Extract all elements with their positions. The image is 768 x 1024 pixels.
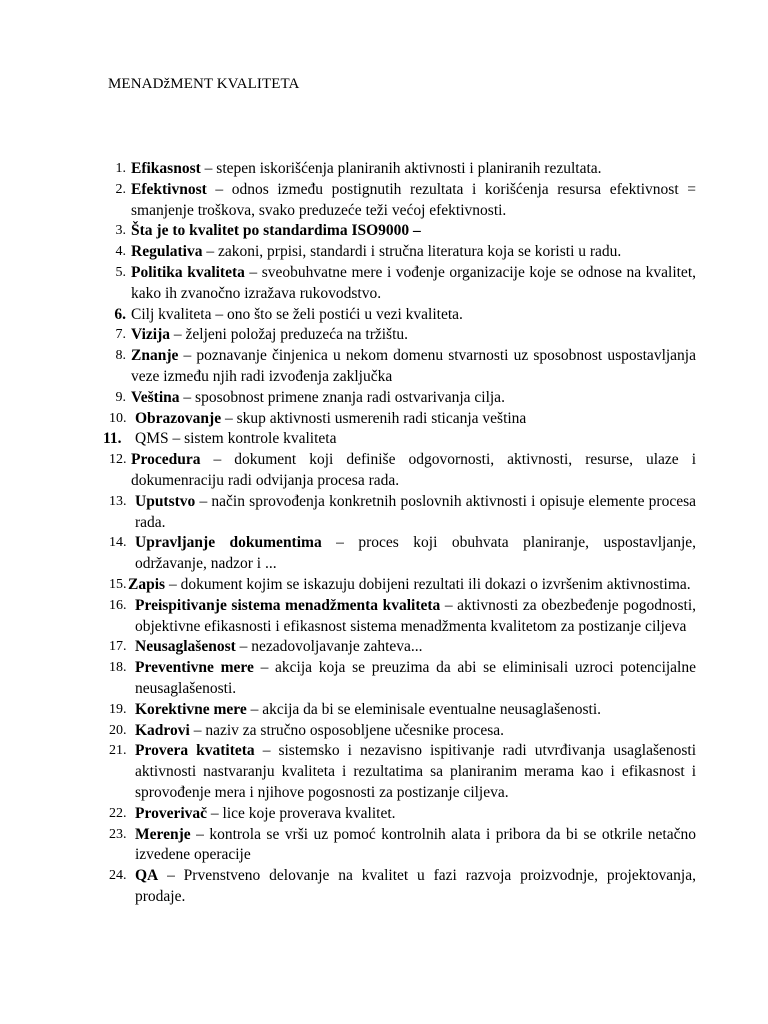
item-term: Merenje (135, 825, 191, 843)
item-term: Obrazovanje (135, 409, 222, 427)
item-term: Preventivne mere (135, 659, 254, 677)
list-item (0, 409, 768, 430)
item-text: – željeni položaj preduzeća na tržištu. (170, 326, 409, 344)
item-number: 7. (115, 327, 126, 343)
item-number: 23. (109, 826, 127, 842)
list-item (0, 242, 768, 263)
item-text: – akcija koja se preuzima da abi se eliminisali uzroci potencijalne neusaglašenosti. (135, 659, 696, 697)
item-number: 17. (109, 639, 127, 655)
item-text: – akcija da bi se eleminisale eventualne neusaglašenosti. (246, 700, 602, 718)
list-item (0, 263, 768, 305)
item-number: 22. (109, 805, 127, 821)
list-item (0, 700, 768, 721)
list-item (0, 429, 768, 450)
item-number: 20. (109, 722, 127, 738)
list-item (0, 533, 768, 575)
item-text: – kontrola se vrši uz pomoć kontrolnih alata i pribora da bi se otkrile netačno izvedene operacije (135, 825, 696, 864)
item-text: – dokument koji definiše odgovornosti, aktivnosti, resurse, ulaze i dokumenraciju radi odvijanja procesa rada. (131, 451, 696, 489)
item-text: – Prvenstveno delovanje na kvalitet u fazi razvoja proizvodnje, projektovanja, prodaje. (135, 867, 696, 905)
item-term: Preispitivanje sistema menadžmenta kvaliteta (135, 596, 441, 614)
item-text: – poznavanje činjenica u nekom domenu stvarnosti uz sposobnost uspostavljanja veze između njih radi izvođenja zaključka (131, 347, 696, 385)
document-title: MENADžMENT KVALITETA (108, 76, 300, 92)
item-text: Cilj kvaliteta – ono što se želi postići u vezi kvaliteta. (131, 305, 463, 323)
item-text: – način sprovođenja konkretnih poslovnih aktivnosti i opisuje elemente procesa rada. (135, 492, 696, 531)
item-text: – stepen iskorišćenja planiranih aktivnosti i planiranih rezultata. (200, 160, 602, 177)
item-number: 12. (109, 452, 127, 468)
item-number: 21. (109, 743, 127, 759)
item-number: 19. (109, 701, 127, 717)
item-term: Veština (131, 388, 180, 406)
item-term: Provera kvatiteta (135, 742, 255, 760)
item-text: – nezadovoljavanje zahteva... (235, 638, 423, 656)
list-item (0, 866, 768, 908)
item-term: Procedura (131, 451, 201, 469)
item-number: 15. (109, 576, 127, 592)
item-text: – sposobnost primene znanja radi ostvarivanja cilja. (179, 388, 505, 406)
item-number: 11. (103, 430, 122, 448)
item-number: 5. (115, 264, 126, 280)
item-text: QMS – sistem kontrole kvaliteta (135, 430, 337, 448)
item-number: 8. (115, 348, 126, 364)
list-item (0, 221, 768, 242)
item-term: Šta je to kvalitet po standardima ISO9000 – (131, 222, 421, 240)
list-item (0, 658, 768, 700)
item-text: – odnos između postignutih rezultata i korišćenja resursa efektivnost = smanjenje troškova, svako preduzeće teži većoj efektivnosti. (131, 180, 696, 219)
item-text: – proces koji obuhvata planiranje, uspostavljanje, održavanje, nadzor i ... (135, 534, 697, 573)
list-item (0, 492, 768, 534)
item-term: Politika kvaliteta (131, 263, 245, 281)
item-number: 1. (115, 161, 126, 176)
list-item (0, 450, 768, 492)
item-number: 13. (109, 493, 127, 509)
item-text: – aktivnosti za obezbeđenje pogodnosti, objektivne efikasnosti i efikasnost sistema menadžmenta kvalitetom za postizanje ciljeva (135, 596, 696, 635)
list-item (0, 637, 768, 658)
item-term: Upravljanje dokumentima (135, 534, 322, 552)
list-item (0, 180, 768, 222)
item-number: 2. (115, 181, 126, 197)
item-number: 24. (109, 868, 127, 884)
item-number: 14. (109, 535, 127, 551)
item-term: Uputstvo (135, 492, 196, 510)
list-item (0, 305, 768, 326)
definitions-list (0, 159, 768, 908)
item-text: – lice koje proverava kvalitet. (207, 804, 396, 822)
item-term: Vizija (131, 326, 171, 344)
item-number: 18. (109, 660, 127, 676)
list-item (0, 825, 768, 867)
list-item (0, 721, 768, 742)
list-item (0, 575, 768, 596)
list-item (0, 741, 768, 803)
item-number: 3. (115, 223, 126, 239)
list-item (0, 388, 768, 409)
item-term: Efikasnost (131, 160, 201, 177)
item-term: Neusaglašenost (135, 638, 236, 656)
list-item (0, 159, 768, 180)
list-item (0, 596, 768, 638)
item-number: 10. (109, 410, 127, 426)
item-term: QA (135, 867, 159, 885)
item-term: Kadrovi (135, 721, 190, 739)
item-text: – sveobuhvatne mere i vođenje organizacije koje se odnose na kvalitet, kako ih zvanočno izražava rukovodstvo. (131, 263, 696, 302)
item-text: – naziv za stručno osposobljene učesnike procesa. (189, 721, 505, 739)
item-term: Efektivnost (131, 180, 207, 198)
list-item (0, 346, 768, 388)
item-text: – skup aktivnosti usmerenih radi sticanja veština (221, 409, 527, 427)
item-number: 9. (115, 389, 126, 405)
item-number: 6. (114, 305, 126, 323)
list-item (0, 325, 768, 346)
item-term: Zapis (128, 575, 166, 593)
item-text: – dokument kojim se iskazuju dobijeni rezultati ili dokazi o izvršenim aktivnostima. (165, 575, 691, 593)
list-item (0, 804, 768, 825)
item-number: 16. (109, 597, 127, 613)
item-text: – sistemsko i nezavisno ispitivanje radi utvrđivanja usaglašenosti aktivnosti nastvaranju kvaliteta i rezultatima sa planiranim merama kao i efikasnost i sprovođenje mera i njihove pogosnosti za postizanje ciljeva. (135, 742, 696, 801)
item-term: Proverivač (135, 804, 208, 822)
item-text: – zakoni, prpisi, standardi i stručna literatura koja se koristi u radu. (202, 243, 622, 261)
item-term: Korektivne mere (135, 700, 247, 718)
item-number: 4. (115, 244, 126, 260)
item-term: Znanje (131, 347, 179, 365)
item-term: Regulativa (131, 243, 203, 261)
